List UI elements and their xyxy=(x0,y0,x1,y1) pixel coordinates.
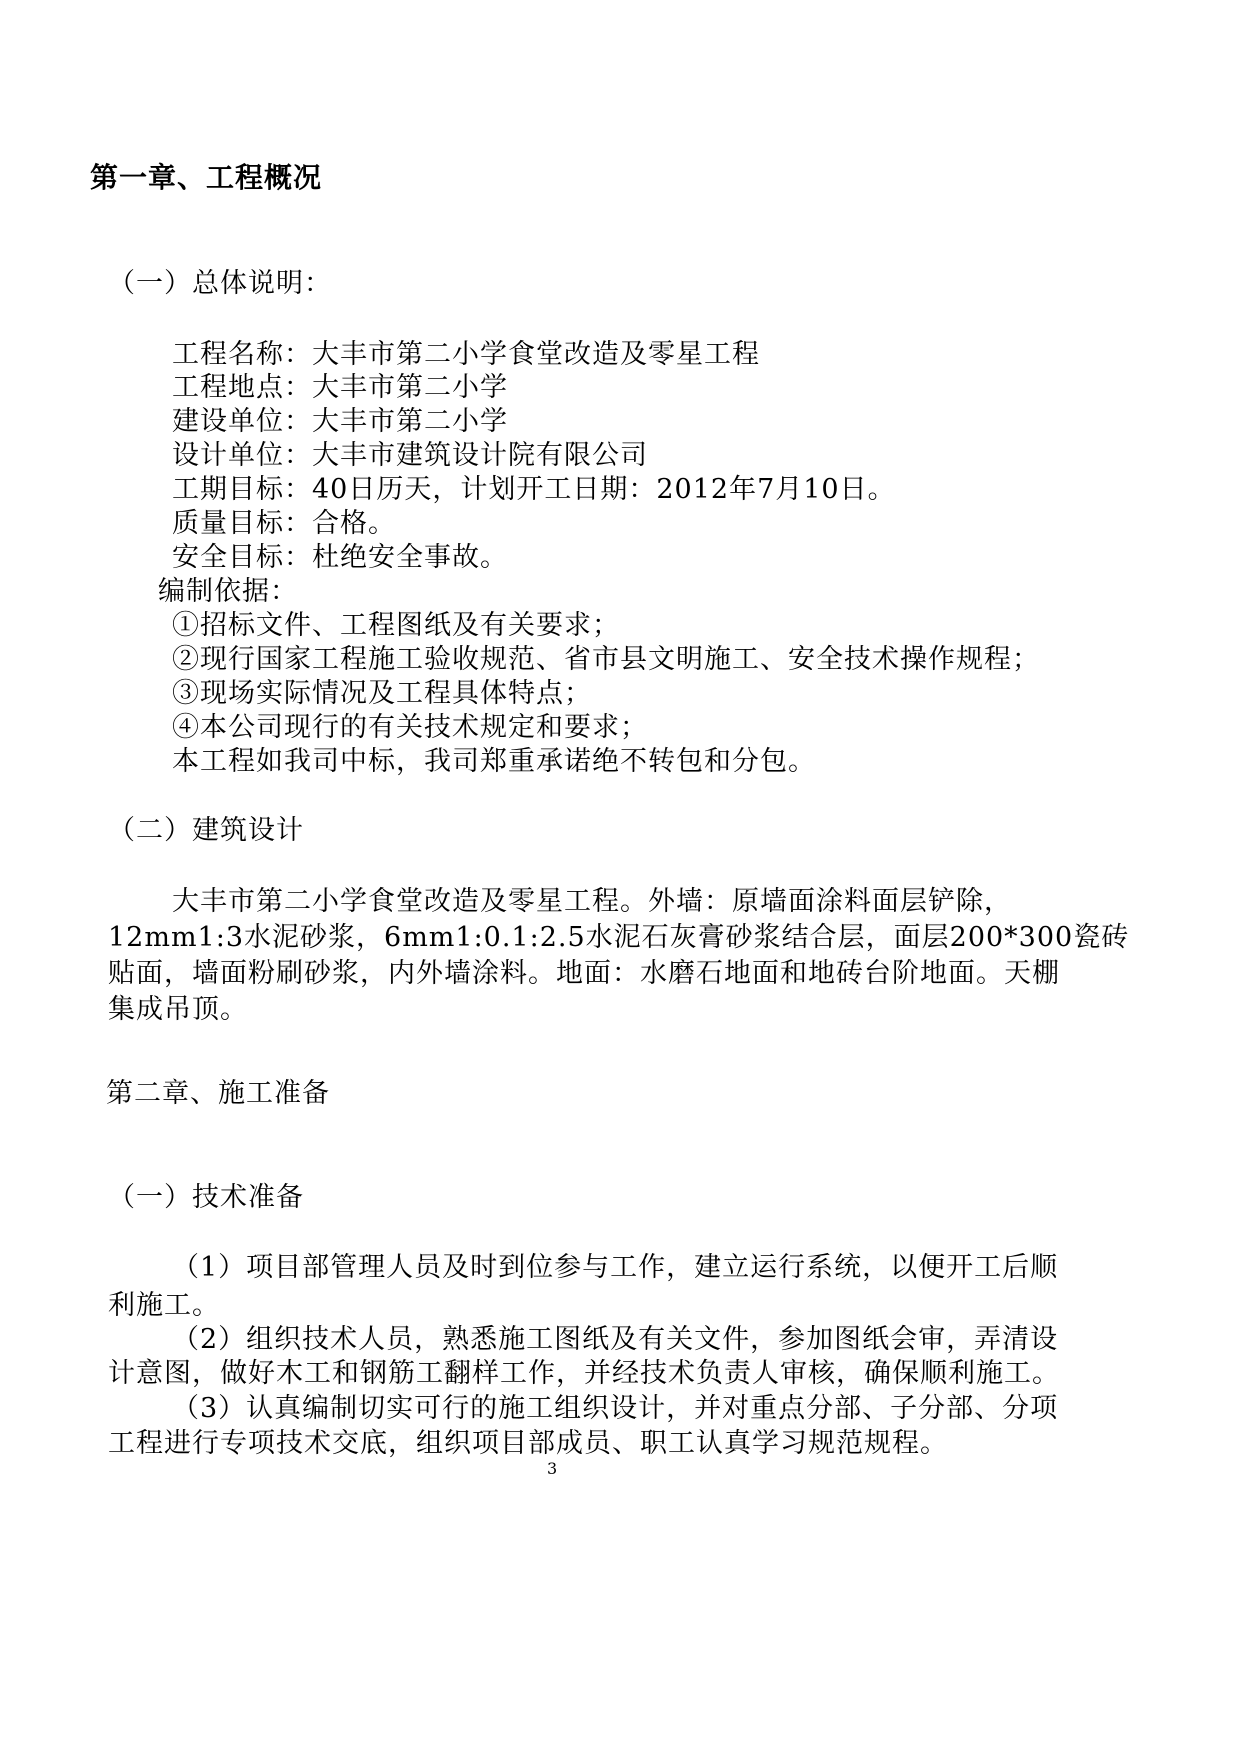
paragraph-line: 利施工。 xyxy=(108,1290,220,1321)
info-line: 工程名称：大丰市第二小学食堂改造及零星工程 xyxy=(172,339,760,370)
paragraph-line: 大丰市第二小学食堂改造及零星工程。外墙：原墙面涂料面层铲除， xyxy=(172,886,1012,917)
info-line: 安全目标：杜绝安全事故。 xyxy=(172,542,508,573)
paragraph-line: （3）认真编制切实可行的施工组织设计，并对重点分部、子分部、分项 xyxy=(172,1393,1059,1424)
page-number: 3 xyxy=(547,1459,558,1478)
paragraph-line: 工程进行专项技术交底，组织项目部成员、职工认真学习规范规程。 xyxy=(108,1428,948,1459)
info-line: 建设单位：大丰市第二小学 xyxy=(172,406,508,437)
info-line: 质量目标：合格。 xyxy=(172,508,396,539)
basis-heading: 编制依据： xyxy=(158,576,298,607)
info-line: 工程地点：大丰市第二小学 xyxy=(172,372,508,403)
section-heading: （二）建筑设计 xyxy=(108,815,304,846)
chapter-title: 第一章、工程概况 xyxy=(90,161,323,194)
info-line: 工期目标：40日历天，计划开工日期：2012年7月10日。 xyxy=(172,474,896,505)
paragraph-line: （1）项目部管理人员及时到位参与工作，建立运行系统，以便开工后顺 xyxy=(172,1252,1059,1283)
section-heading: （一）技术准备 xyxy=(108,1182,304,1213)
basis-item: ①招标文件、工程图纸及有关要求； xyxy=(172,610,620,641)
paragraph-line: 贴面，墙面粉刷砂浆，内外墙涂料。地面：水磨石地面和地砖台阶地面。天棚 xyxy=(108,958,1060,989)
chapter-title: 第二章、施工准备 xyxy=(106,1078,330,1109)
basis-item: ④本公司现行的有关技术规定和要求； xyxy=(172,712,648,743)
basis-item: ②现行国家工程施工验收规范、省市县文明施工、安全技术操作规程； xyxy=(172,644,1040,675)
paragraph-line: （2）组织技术人员，熟悉施工图纸及有关文件，参加图纸会审，弄清设 xyxy=(172,1324,1059,1355)
commitment-line: 本工程如我司中标，我司郑重承诺绝不转包和分包。 xyxy=(172,746,816,777)
basis-item: ③现场实际情况及工程具体特点； xyxy=(172,678,592,709)
section-heading: （一）总体说明： xyxy=(108,268,332,299)
paragraph-line: 计意图，做好木工和钢筋工翻样工作，并经技术负责人审核，确保顺利施工。 xyxy=(108,1358,1060,1389)
paragraph-line: 集成吊顶。 xyxy=(108,994,248,1025)
info-line: 设计单位：大丰市建筑设计院有限公司 xyxy=(172,440,648,471)
paragraph-line: 12mm1:3水泥砂浆，6mm1:0.1:2.5水泥石灰膏砂浆结合层，面层200*300瓷砖 xyxy=(108,922,1130,953)
